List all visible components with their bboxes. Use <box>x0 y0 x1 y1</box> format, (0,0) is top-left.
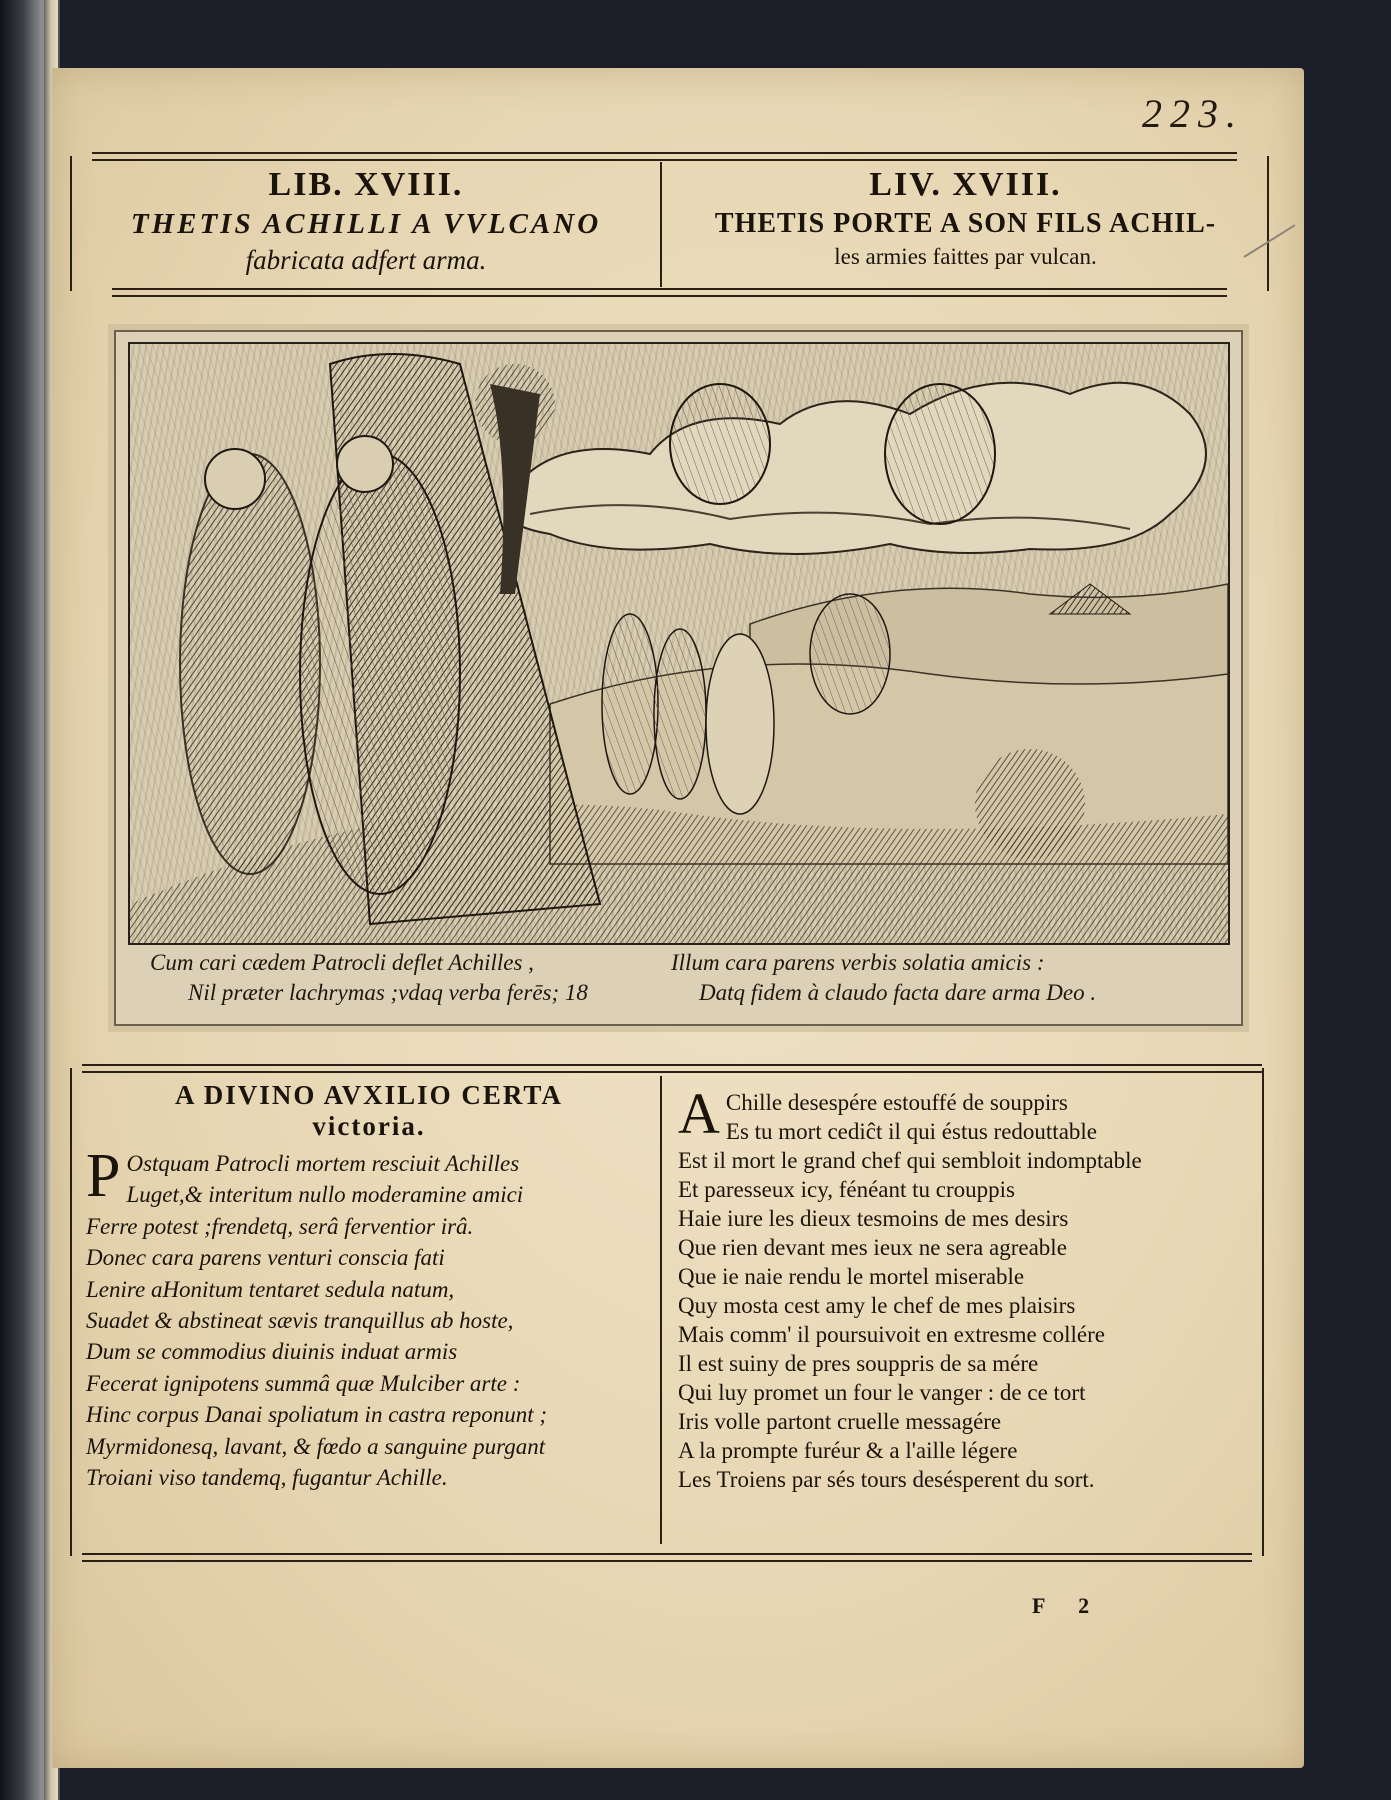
caption-right-line2: Datq fidem à claudo facta dare arma Deo . <box>699 980 1097 1005</box>
caption-right <box>671 948 1211 1008</box>
latin-title-line2: victoria. <box>312 1111 426 1141</box>
engraving-plate <box>114 330 1243 1026</box>
french-line: Iris volle partont cruelle messagére <box>678 1409 1002 1434</box>
french-verse <box>678 1081 1258 1494</box>
french-line: Et paresseux icy, fénéant tu crouppis <box>678 1177 1016 1202</box>
latin-book-number: LIB. XVIII. <box>268 166 464 203</box>
latin-line: Troiani viso tandemq, fugantur Achille. <box>86 1465 448 1491</box>
latin-verse <box>86 1080 652 1493</box>
latin-line: Donec cara parens venturi conscia fati <box>86 1245 445 1271</box>
latin-line: Luget,& interitum nullo moderamine amici <box>126 1182 524 1208</box>
latin-dropcap: P <box>86 1142 121 1210</box>
french-line: Es tu mort cediĉt il qui éstus redouttable <box>725 1119 1098 1144</box>
french-line: Qui luy promet un four le vanger : de ce tort <box>678 1380 1086 1405</box>
french-line: Quy mosta cest amy le chef de mes plaisirs <box>678 1293 1076 1318</box>
signature-mark: F 2 <box>1032 1593 1104 1618</box>
latin-title-line1: A DIVINO AVXILIO CERTA <box>175 1080 563 1110</box>
caption-left-line1: Cum cari cædem Patrocli deflet Achilles , <box>150 950 534 975</box>
french-dropcap: A <box>678 1081 720 1146</box>
french-line: Mais comm' il poursuivoit en extresme collére <box>678 1322 1105 1347</box>
latin-verse-lines <box>86 1142 652 1493</box>
latin-line: Dum se commodius diuinis induat armis <box>86 1339 458 1365</box>
french-line: Chille desespére estouffé de souppirs <box>725 1090 1068 1115</box>
french-line: Il est suiny de pres souppris de sa mére <box>678 1351 1039 1376</box>
french-heading-line2: les armies faittes par vulcan. <box>834 244 1097 269</box>
french-line: A la prompte furéur & a l'aille légere <box>678 1438 1018 1463</box>
latin-line: Myrmidonesq, lavant, & fœdo a sanguine purgant <box>86 1433 546 1459</box>
latin-heading <box>72 166 660 276</box>
latin-line: Ferre potest ;frendetq, serâ ferventior irâ. <box>86 1213 474 1239</box>
verse-rule-bottom <box>82 1553 1252 1562</box>
french-heading <box>664 166 1267 270</box>
title-header <box>70 156 1269 291</box>
french-line: Que ie naie rendu le mortel miserable <box>678 1264 1025 1289</box>
verse-rule-top <box>82 1064 1262 1073</box>
latin-line: Fecerat ignipotens summâ quæ Mulciber arte : <box>86 1370 521 1396</box>
caption-left <box>150 948 670 1008</box>
engraving-illustration <box>128 342 1230 945</box>
french-book-number: LIV. XVIII. <box>869 166 1062 203</box>
header-divider <box>660 162 662 287</box>
caption-right-line1: Illum cara parens verbis solatia amicis : <box>671 950 1045 975</box>
french-line: Est il mort le grand chef qui sembloit indomptable <box>678 1148 1142 1173</box>
header-rule-bottom <box>112 288 1227 297</box>
latin-verse-title <box>86 1080 652 1142</box>
page-number: 223. <box>1142 91 1244 136</box>
latin-line: Suadet & abstineat sævis tranquillus ab hoste, <box>86 1308 514 1334</box>
caption-left-line2: Nil præter lachrymas ;vdaq verba ferēs; 18 <box>188 980 588 1005</box>
latin-heading-line1: THETIS ACHILLI A VVLCANO <box>130 208 602 240</box>
french-line: Les Troiens par sés tours desésperent du sort. <box>678 1467 1095 1492</box>
french-line: Que rien devant mes ieux ne sera agreable <box>678 1235 1067 1260</box>
latin-line: Lenire aHonitum tentaret sedula natum, <box>86 1276 455 1302</box>
engraving-scene <box>130 344 1228 943</box>
verse-section <box>70 1068 1264 1556</box>
latin-line: Hinc corpus Danai spoliatum in castra reponunt ; <box>86 1402 548 1428</box>
header-rule-top <box>92 152 1237 161</box>
verse-divider <box>660 1076 662 1544</box>
latin-line: Ostquam Patrocli mortem resciuit Achilles <box>126 1151 520 1176</box>
french-heading-line1: THETIS PORTE A SON FILS ACHIL- <box>714 208 1217 239</box>
book-page <box>52 68 1304 1768</box>
french-line: Haie iure les dieux tesmoins de mes desirs <box>678 1206 1069 1231</box>
latin-heading-line2: fabricata adfert arma. <box>245 245 487 275</box>
